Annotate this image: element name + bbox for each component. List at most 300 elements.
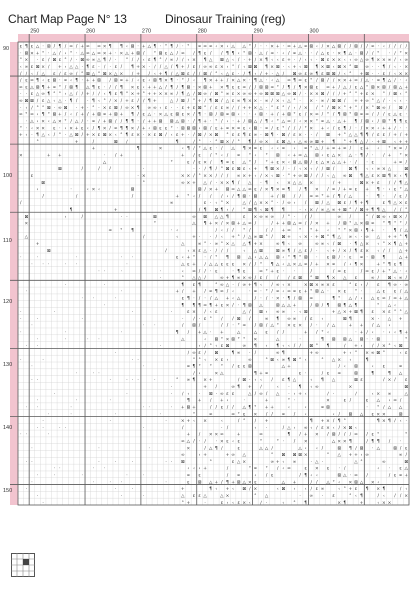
stitch-symbol: / [383, 112, 385, 118]
stitch-symbol: ∕ [204, 262, 206, 268]
stitch-symbol: ¶ [231, 51, 235, 57]
stitch-symbol: ¶ [371, 58, 375, 64]
stitch-symbol: / [327, 78, 329, 84]
stitch-symbol: ‹ [86, 126, 89, 132]
stitch-symbol: ε [237, 500, 240, 506]
stitch-symbol: · [176, 126, 178, 132]
stitch-symbol: ‹ [394, 276, 396, 282]
stitch-symbol: △ [393, 201, 397, 207]
stitch-symbol: ⊠ [259, 85, 263, 91]
stitch-symbol: + [197, 99, 202, 105]
stitch-symbol: · [36, 425, 39, 431]
stitch-symbol: ⊠ [197, 133, 202, 139]
stitch-symbol: + [326, 194, 330, 200]
stitch-symbol: / [310, 173, 312, 179]
stitch-symbol: / [321, 446, 324, 452]
stitch-symbol: × [158, 146, 163, 152]
stitch-symbol: · [210, 235, 212, 241]
stitch-symbol: ∞ [97, 51, 101, 57]
stitch-symbol: ° [215, 282, 218, 288]
stitch-symbol: ∕ [170, 71, 173, 77]
stitch-symbol: ⊠ [180, 71, 185, 77]
stitch-symbol: ∕ [232, 105, 234, 111]
stitch-symbol: ° [366, 85, 369, 91]
stitch-symbol: ¶ [371, 371, 375, 377]
stitch-symbol: + [231, 480, 235, 486]
stitch-symbol: + [292, 303, 297, 309]
stitch-symbol: + [314, 262, 319, 268]
stitch-symbol: ‹ [399, 92, 402, 98]
stitch-symbol: × [192, 248, 196, 254]
stitch-symbol: ∕ [198, 323, 201, 329]
stitch-symbol: / [338, 85, 340, 91]
stitch-symbol: ∞ [348, 235, 353, 241]
stitch-symbol: ε [298, 371, 302, 377]
stitch-symbol: ∕ [187, 330, 190, 336]
stitch-symbol: · [232, 119, 234, 125]
stitch-symbol: ∕ [399, 487, 402, 493]
stitch-symbol: ∕ [109, 78, 111, 84]
stitch-symbol: · [87, 119, 89, 125]
stitch-symbol: ° [64, 58, 67, 64]
stitch-symbol: ‹ [254, 112, 257, 118]
stitch-symbol: × [365, 180, 369, 186]
stitch-symbol: + [253, 92, 258, 98]
stitch-symbol: × [203, 419, 207, 425]
stitch-symbol: / [260, 71, 262, 77]
stitch-symbol: ⊠ [41, 180, 45, 186]
stitch-symbol: ∞ [270, 51, 274, 57]
stitch-symbol: ∞ [197, 242, 202, 248]
stitch-symbol: ε [237, 439, 240, 445]
stitch-symbol: / [131, 194, 134, 200]
stitch-symbol: × [404, 65, 409, 71]
stitch-symbol: × [376, 487, 381, 493]
stitch-symbol: ∕ [243, 235, 245, 241]
stitch-symbol: ∞ [303, 44, 308, 50]
stitch-symbol: / [344, 99, 346, 105]
stitch-symbol: · [142, 493, 145, 499]
stitch-symbol: ∞ [303, 146, 308, 152]
stitch-symbol: ¶ [192, 364, 196, 370]
stitch-symbol: ‹ [282, 99, 285, 105]
stitch-symbol: / [293, 344, 296, 350]
stitch-symbol: · [304, 133, 307, 139]
stitch-symbol: ° [271, 105, 274, 111]
stitch-symbol: ° [343, 487, 346, 493]
stitch-symbol: · [64, 99, 67, 105]
stitch-symbol: ¶ [226, 255, 229, 261]
stitch-symbol: ⊠ [337, 473, 342, 479]
stitch-symbol: / [355, 296, 357, 302]
stitch-symbol: + [398, 316, 403, 322]
stitch-symbol: · [316, 99, 318, 105]
stitch-symbol: ¶ [237, 385, 241, 391]
stitch-symbol: ∞ [220, 289, 224, 295]
stitch-symbol: ⊠ [24, 99, 29, 105]
stitch-symbol: △ [281, 364, 286, 370]
stitch-symbol: ε [220, 357, 224, 363]
stitch-symbol: · [20, 357, 22, 363]
stitch-symbol: · [64, 282, 67, 288]
stitch-symbol: · [48, 262, 50, 268]
stitch-symbol: △ [298, 44, 302, 50]
stitch-symbol: + [348, 78, 353, 84]
stitch-symbol: + [214, 480, 219, 486]
stitch-symbol: ‹ [70, 78, 72, 84]
stitch-symbol: △ [298, 51, 302, 57]
stitch-symbol: ∞ [348, 187, 353, 193]
stitch-symbol: / [59, 51, 61, 57]
stitch-symbol: ‹ [148, 78, 151, 84]
stitch-symbol: + [370, 180, 375, 186]
stitch-symbol: / [209, 255, 212, 261]
stitch-symbol: ∞ [247, 187, 252, 193]
stitch-symbol: + [231, 235, 235, 241]
stitch-symbol: △ [331, 44, 336, 50]
stitch-symbol: ° [120, 133, 123, 139]
stitch-symbol: △ [192, 276, 196, 282]
stitch-symbol: ‹ [271, 78, 274, 84]
stitch-symbol: + [303, 432, 308, 438]
stitch-symbol: ¶ [270, 208, 274, 213]
stitch-symbol: ⊠ [236, 480, 241, 486]
stitch-symbol: ε [298, 289, 302, 295]
stitch-symbol: + [270, 194, 274, 200]
stitch-symbol: ¶ [337, 194, 341, 200]
stitch-symbol: ¶ [248, 242, 252, 248]
stitch-symbol: ∞ [253, 289, 258, 295]
stitch-symbol: · [176, 105, 178, 111]
stitch-symbol: ¶ [371, 439, 375, 445]
stitch-symbol: × [382, 500, 386, 506]
stitch-symbol: + [220, 78, 224, 84]
stitch-symbol: · [142, 364, 145, 370]
stitch-symbol: × [287, 180, 291, 186]
stitch-symbol: ε [326, 153, 330, 159]
stitch-symbol: · [25, 289, 28, 295]
stitch-symbol: ° [243, 337, 246, 343]
stitch-symbol: ∞ [398, 453, 403, 459]
stitch-symbol: / [299, 473, 301, 479]
stitch-symbol: ‹ [299, 119, 301, 125]
stitch-symbol: ° [393, 221, 397, 227]
stitch-symbol: ε [332, 493, 335, 499]
stitch-symbol: ° [298, 357, 302, 363]
row-label: 100 [3, 173, 13, 179]
stitch-symbol: × [136, 133, 140, 139]
stitch-symbol: · [260, 99, 262, 105]
stitch-symbol: ° [399, 221, 402, 227]
stitch-symbol: ∞ [192, 269, 196, 275]
stitch-symbol: ε [97, 133, 101, 139]
stitch-symbol: · [48, 412, 50, 418]
stitch-symbol: ε [231, 459, 235, 465]
stitch-symbol: · [154, 323, 156, 329]
stitch-symbol: ‹ [98, 187, 100, 193]
stitch-symbol: · [232, 323, 234, 329]
stitch-symbol: ∕ [193, 153, 195, 159]
stitch-symbol: ⊠ [359, 337, 364, 343]
stitch-symbol: × [247, 480, 252, 486]
stitch-symbol: · [53, 310, 56, 316]
column-label: 250 [30, 28, 40, 35]
stitch-symbol: ∕ [209, 105, 212, 111]
stitch-symbol: △ [80, 51, 84, 57]
stitch-symbol: ∕ [360, 105, 363, 111]
stitch-symbol: / [53, 44, 56, 50]
stitch-symbol: △ [147, 44, 151, 50]
stitch-symbol: ° [47, 112, 50, 118]
stitch-symbol: × [376, 391, 381, 397]
stitch-symbol: · [36, 405, 39, 411]
stitch-symbol: ∞ [220, 282, 224, 288]
stitch-symbol: + [404, 255, 409, 261]
stitch-symbol: △ [315, 459, 319, 465]
stitch-symbol: ⊠ [275, 303, 280, 309]
stitch-symbol: / [221, 323, 223, 329]
stitch-symbol: ∞ [331, 208, 336, 213]
stitch-symbol: · [20, 330, 22, 336]
stitch-symbol: ‹ [288, 65, 290, 71]
stitch-symbol: ¶ [36, 133, 39, 139]
stitch-symbol: ∕ [209, 398, 212, 404]
stitch-symbol: ¶ [192, 378, 196, 384]
stitch-symbol: ¶ [170, 44, 174, 50]
stitch-symbol: ¶ [376, 187, 380, 193]
stitch-symbol: ∕ [366, 439, 368, 445]
stitch-symbol: ‹ [254, 255, 257, 261]
stitch-symbol: · [210, 269, 212, 275]
stitch-symbol: · [282, 296, 285, 302]
stitch-symbol: ⊠ [30, 99, 34, 105]
stitch-symbol: × [130, 92, 135, 98]
stitch-symbol: ¶ [388, 262, 391, 268]
stitch-symbol: ‹ [282, 466, 285, 472]
stitch-symbol: ‹ [36, 119, 39, 125]
stitch-symbol: ∕ [193, 51, 195, 57]
stitch-symbol: ‹ [226, 398, 229, 404]
stitch-symbol: · [131, 255, 134, 261]
stitch-symbol: ⊠ [337, 99, 342, 105]
stitch-symbol: ε [25, 78, 28, 84]
stitch-symbol: ° [332, 480, 335, 486]
stitch-symbol: ¶ [220, 160, 224, 166]
stitch-symbol: ∞ [169, 58, 174, 64]
stitch-symbol: ∕ [120, 119, 123, 125]
stitch-symbol: + [387, 235, 392, 241]
stitch-symbol: + [387, 153, 392, 159]
stitch-symbol: ‹ [153, 71, 156, 77]
stitch-symbol: ¶ [371, 208, 375, 213]
stitch-symbol: · [399, 439, 402, 445]
stitch-symbol: / [377, 112, 380, 118]
stitch-symbol: ∞ [192, 350, 196, 356]
stitch-symbol: × [270, 65, 274, 71]
stitch-symbol: ⊠ [337, 44, 342, 50]
stitch-symbol: · [170, 385, 173, 391]
stitch-symbol: ¶ [399, 330, 403, 336]
stitch-symbol: · [36, 58, 39, 64]
stitch-symbol: ∕ [204, 439, 206, 445]
stitch-symbol: ¶ [242, 146, 246, 152]
stitch-symbol: ‹ [25, 105, 28, 111]
stitch-symbol: ⊠ [275, 65, 280, 71]
stitch-symbol: ⊠ [314, 289, 319, 295]
stitch-symbol: + [342, 187, 347, 193]
stitch-symbol: · [25, 126, 28, 132]
stitch-symbol: ∕ [388, 65, 391, 71]
stitch-symbol: ‹ [137, 78, 139, 84]
stitch-symbol: △ [41, 71, 45, 77]
stitch-symbol: + [292, 153, 297, 159]
row-label: 140 [3, 425, 13, 431]
stitch-symbol: ∞ [236, 276, 241, 282]
stitch-symbol: / [176, 58, 178, 64]
stitch-symbol: ° [265, 269, 268, 275]
stitch-symbol: ⊠ [270, 92, 274, 98]
stitch-symbol: × [404, 71, 409, 77]
stitch-symbol: ¶ [281, 242, 285, 248]
stitch-symbol: ∕ [232, 194, 234, 200]
stitch-symbol: ε [382, 201, 386, 207]
stitch-symbol: ∕ [154, 65, 156, 71]
stitch-symbol: ¶ [131, 119, 134, 125]
stitch-symbol: △ [209, 480, 213, 486]
stitch-symbol: ε [399, 194, 402, 200]
stitch-symbol: × [342, 310, 347, 316]
stitch-symbol: ‹ [47, 133, 50, 139]
stitch-symbol: ∕ [70, 58, 72, 64]
stitch-symbol: ° [220, 242, 223, 248]
stitch-symbol: △ [264, 493, 269, 499]
stitch-symbol: × [253, 105, 258, 111]
stitch-symbol: ° [377, 303, 380, 309]
stitch-symbol: ∕ [271, 446, 273, 452]
stitch-symbol: · [260, 44, 262, 50]
stitch-symbol: ‹ [299, 235, 301, 241]
stitch-symbol: ‹ [232, 296, 234, 302]
stitch-symbol: / [120, 65, 123, 71]
stitch-symbol: △ [231, 242, 235, 248]
stitch-symbol: × [370, 316, 375, 322]
stitch-symbol: ∕ [215, 248, 218, 254]
stitch-symbol: ∕ [215, 112, 218, 118]
stitch-symbol: ε [343, 398, 346, 404]
stitch-symbol: ∕ [221, 248, 223, 254]
stitch-symbol: ‹ [377, 480, 380, 486]
stitch-symbol: △ [181, 242, 185, 248]
stitch-symbol: ε [176, 255, 179, 261]
stitch-symbol: △ [259, 303, 263, 309]
stitch-symbol: ε [399, 112, 402, 118]
stitch-symbol: ⊠ [203, 214, 207, 220]
stitch-symbol: ε [231, 262, 235, 268]
stitch-symbol: / [276, 112, 279, 118]
stitch-symbol: ∕ [193, 146, 195, 152]
stitch-symbol: ⊠ [24, 214, 29, 220]
stitch-symbol: + [382, 126, 386, 132]
stitch-symbol: × [342, 425, 347, 431]
stitch-symbol: ° [64, 119, 67, 125]
stitch-symbol: ‹ [148, 126, 151, 132]
stitch-symbol: + [153, 85, 157, 91]
stitch-symbol: · [288, 167, 290, 173]
stitch-symbol: ¶ [231, 350, 235, 356]
stitch-symbol: ° [265, 466, 268, 472]
stitch-symbol: / [282, 85, 285, 91]
stitch-symbol: × [186, 446, 191, 452]
stitch-symbol: ∞ [24, 65, 29, 71]
stitch-symbol: · [193, 85, 195, 91]
stitch-symbol: ε [254, 480, 257, 486]
stitch-symbol: ¶ [376, 194, 380, 200]
stitch-symbol: · [355, 330, 357, 336]
stitch-symbol: ¶ [75, 85, 79, 91]
stitch-symbol: ° [103, 99, 106, 105]
stitch-symbol: ‹ [304, 487, 307, 493]
stitch-symbol: ∞ [186, 364, 191, 370]
stitch-symbol: ε [136, 85, 140, 91]
stitch-symbol: ∞ [203, 65, 207, 71]
stitch-symbol: ° [298, 255, 302, 261]
stitch-symbol: + [180, 405, 185, 411]
row-label: 110 [3, 238, 12, 244]
stitch-symbol: ‹ [98, 99, 100, 105]
stitch-symbol: ε [58, 58, 62, 64]
stitch-symbol: + [214, 187, 219, 193]
stitch-symbol: ⊠ [281, 453, 286, 459]
stitch-symbol: + [236, 119, 241, 125]
stitch-symbol: × [303, 119, 308, 125]
stitch-symbol: · [53, 466, 56, 472]
stitch-symbol: × [253, 487, 258, 493]
stitch-symbol: · [310, 459, 312, 465]
stitch-symbol: + [220, 398, 224, 404]
stitch-symbol: ε [53, 71, 56, 77]
stitch-symbol: ° [243, 228, 246, 234]
stitch-symbol: △ [248, 235, 252, 241]
stitch-symbol: ⊠ [113, 112, 118, 118]
stitch-symbol: + [342, 350, 347, 356]
stitch-symbol: + [387, 126, 392, 132]
column-label: 300 [309, 28, 319, 35]
stitch-symbol: + [326, 146, 330, 152]
stitch-symbol: ‹ [265, 310, 268, 316]
stitch-symbol: △ [343, 276, 347, 282]
stitch-symbol: ∕ [332, 180, 335, 186]
stitch-symbol: × [242, 276, 247, 282]
stitch-symbol: · [115, 296, 117, 302]
stitch-symbol: × [303, 167, 308, 173]
stitch-symbol: ‹ [187, 58, 190, 64]
stitch-symbol: + [298, 391, 302, 397]
stitch-symbol: ° [181, 78, 184, 84]
stitch-symbol: ¶ [376, 208, 380, 213]
stitch-symbol: · [366, 160, 368, 166]
stitch-symbol: △ [276, 391, 280, 397]
stitch-symbol: ‹ [332, 412, 335, 418]
stitch-symbol: + [326, 221, 330, 227]
stitch-symbol: + [158, 71, 163, 77]
stitch-symbol: · [20, 316, 22, 322]
stitch-symbol: ε [254, 187, 257, 193]
stitch-symbol: / [388, 133, 391, 139]
stitch-symbol: ¶ [97, 126, 101, 132]
stitch-symbol: · [115, 51, 117, 57]
stitch-symbol: ⊠ [264, 208, 269, 213]
stitch-symbol: · [53, 105, 56, 111]
